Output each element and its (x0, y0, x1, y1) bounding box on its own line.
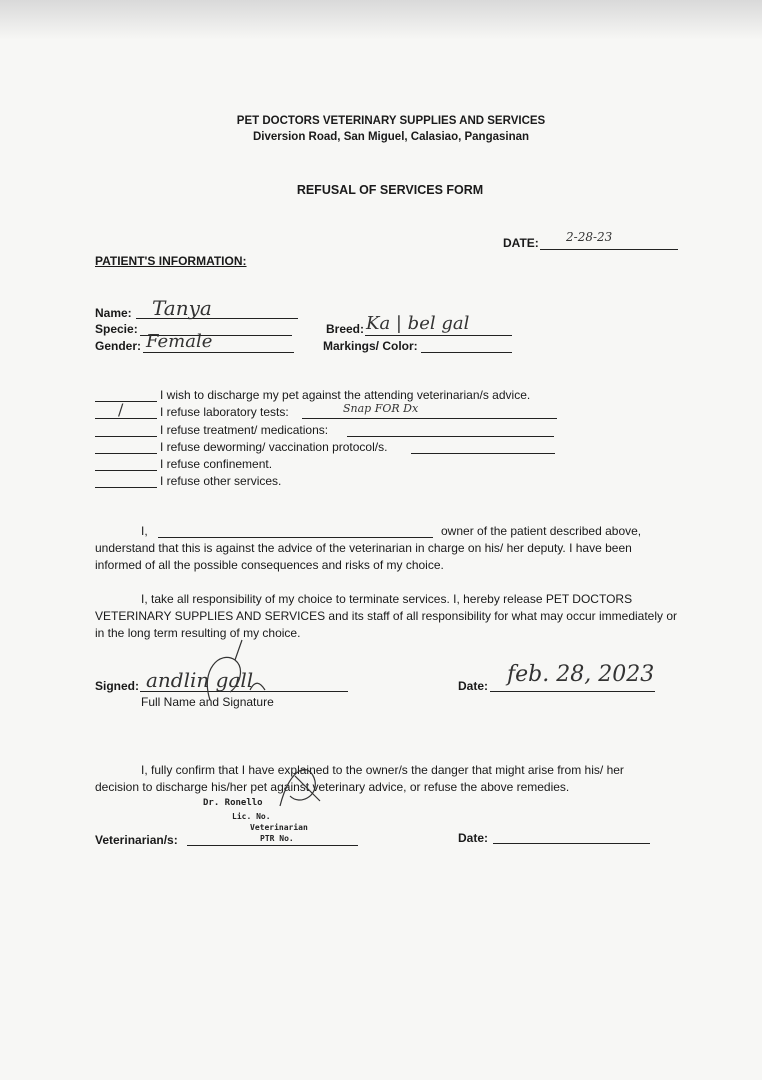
check-text-4: I refuse deworming/ vaccination protocol/s. (160, 440, 388, 454)
date-value: 2-28-23 (566, 230, 613, 244)
check-blank-3[interactable] (95, 436, 157, 437)
signed-label: Signed: (95, 679, 139, 693)
date-line (540, 249, 678, 250)
lab-tests-line (302, 418, 557, 419)
vet-date-label: Date: (458, 831, 489, 845)
check-blank-5[interactable] (95, 470, 157, 471)
signature-caption: Full Name and Signature (141, 695, 274, 709)
gender-label: Gender: (95, 339, 142, 353)
vet-line (187, 845, 358, 846)
check-text-1: I wish to discharge my pet against the attending veterinarian/s advice. (160, 388, 531, 402)
owner-name-line (158, 537, 433, 538)
owner-date-label: Date: (458, 679, 489, 693)
para2-line3: in the long term resulting of my choice. (95, 626, 301, 640)
stamp-line-4: PTR No. (260, 834, 294, 843)
name-value: Tanya (152, 296, 212, 320)
check-text-3: I refuse treatment/ medications: (160, 423, 329, 437)
check-mark-2: / (118, 400, 124, 419)
check-blank-2[interactable] (95, 418, 157, 419)
para2-line2: VETERINARY SUPPLIES AND SERVICES and its staff of all responsibility for what may occur immediately or (95, 609, 678, 623)
para3-line1: I, fully confirm that I have explained to the owner/s the danger that might arise from his/ her (141, 763, 624, 777)
name-label: Name: (95, 306, 132, 320)
vet-date-line (493, 843, 650, 844)
stamp-line-3: Veterinarian (250, 823, 308, 832)
vet-label: Veterinarian/s: (95, 833, 178, 847)
para3-line2: decision to discharge his/her pet against veterinary advice, or refuse the above remedies. (95, 780, 570, 794)
date-label: DATE: (503, 236, 539, 250)
treatment-line (347, 436, 554, 437)
patient-info-heading: PATIENT'S INFORMATION: (95, 254, 247, 268)
para1-start: I, (141, 524, 148, 538)
check-blank-6[interactable] (95, 487, 157, 488)
markings-line (421, 352, 512, 353)
check-blank-1[interactable] (95, 401, 157, 402)
lab-tests-value: Snap FOR Dx (343, 402, 419, 415)
deworming-line (411, 453, 555, 454)
vet-signature-scribble (270, 756, 330, 816)
scan-shadow (0, 0, 762, 40)
owner-date-value: feb. 28, 2023 (507, 662, 655, 687)
markings-label: Markings/ Color: (323, 339, 418, 353)
para1-line3: informed of all the possible consequences and risks of my choice. (95, 558, 444, 572)
check-text-6: I refuse other services. (160, 474, 282, 488)
para1-rest: owner of the patient described above, (441, 524, 642, 538)
stamp-line-2: Lic. No. (232, 812, 271, 821)
breed-label: Breed: (326, 322, 365, 336)
check-text-2: I refuse laboratory tests: (160, 405, 289, 419)
para1-line2: understand that this is against the advice of the veterinarian in charge on his/ her deputy. I have been (95, 541, 632, 555)
company-address: Diversion Road, San Miguel, Calasiao, Pangasinan (252, 131, 530, 143)
check-text-5: I refuse confinement. (160, 457, 273, 471)
company-name: PET DOCTORS VETERINARY SUPPLIES AND SERVICES (236, 115, 546, 127)
gender-value: Female (146, 331, 213, 352)
signed-value: andlin gall (146, 668, 254, 692)
para2-line1: I, take all responsibility of my choice to terminate services. I, hereby release PET DOCTORS (141, 592, 633, 606)
stamp-line-1: Dr. Ronello (203, 798, 263, 808)
breed-line (365, 335, 512, 336)
breed-value: Ka | bel gal (366, 313, 470, 334)
form-title: REFUSAL OF SERVICES FORM (296, 183, 484, 197)
specie-label: Specie: (95, 322, 138, 336)
gender-line (143, 352, 294, 353)
owner-date-line (490, 691, 655, 692)
check-blank-4[interactable] (95, 453, 157, 454)
